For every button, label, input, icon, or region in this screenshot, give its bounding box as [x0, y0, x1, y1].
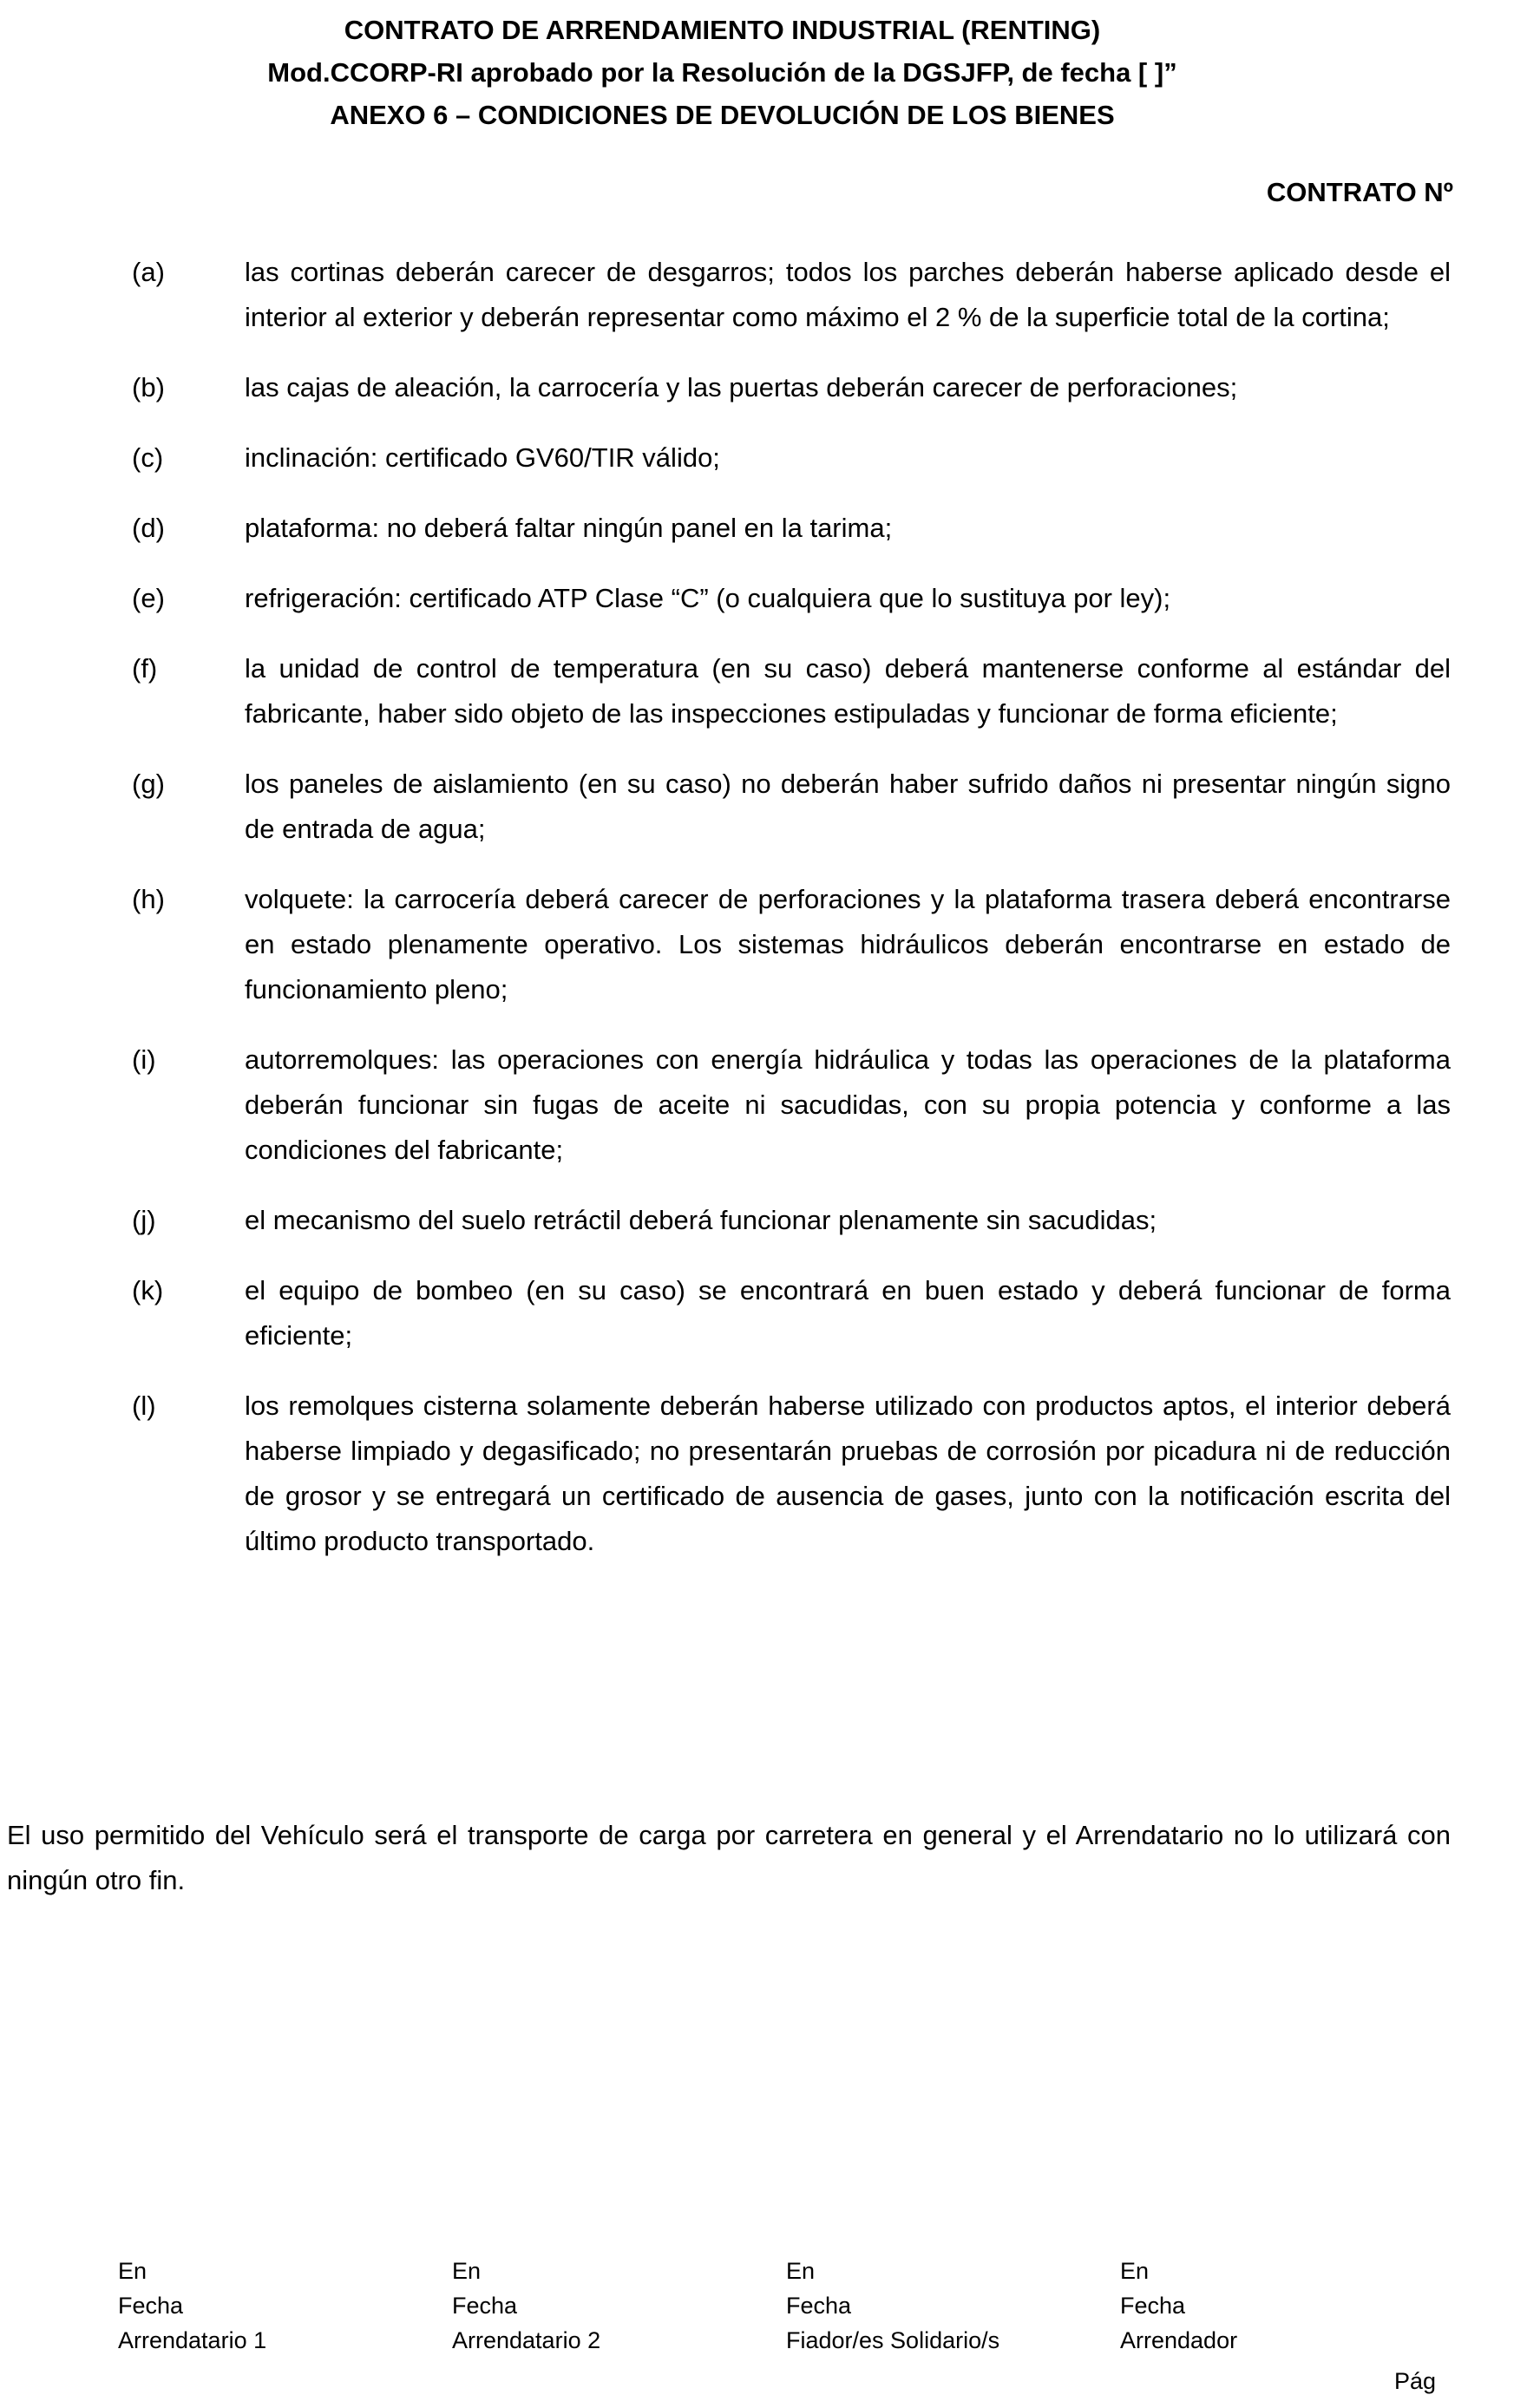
clause-label: (e): [132, 583, 165, 613]
clause-text: las cortinas deberán carecer de desgarros; todos los parches deberán haberse aplicado desde el interior al exterior y deberán representar como máximo el 2 % de la superficie total de la cortina;: [245, 257, 1451, 332]
clause-text: los paneles de aislamiento (en su caso) no deberán haber sufrido daños ni presentar ningún signo de entrada de agua;: [245, 769, 1451, 844]
signature-place: En: [452, 2258, 482, 2284]
clause-b: [132, 365, 1451, 410]
clause-a: [132, 250, 1451, 340]
signature-role: Arrendatario 1: [118, 2327, 267, 2353]
signature-block-lessee-2: [452, 2254, 786, 2358]
header-title: CONTRATO DE ARRENDAMIENTO INDUSTRIAL (RENTING): [344, 15, 1101, 45]
clause-label: (i): [132, 1044, 156, 1075]
clause-i: [132, 1037, 1451, 1173]
signature-date: Fecha: [786, 2293, 852, 2319]
clause-text: autorremolques: las operaciones con energía hidráulica y todas las operaciones de la plataforma deberán funcionar sin fugas de aceite ni sacudidas, con su propia potencia y conforme a las condiciones del fabricante;: [245, 1044, 1451, 1165]
signature-place: En: [786, 2258, 816, 2284]
clause-label: (j): [132, 1205, 156, 1235]
clause-text: refrigeración: certificado ATP Clase “C” (o cualquiera que lo sustituya por ley);: [245, 583, 1171, 613]
clause-text: los remolques cisterna solamente deberán haberse utilizado con productos aptos, el interior deberá haberse limpiado y degasificado; no presentarán pruebas de corrosión por picadura ni de reducción de grosor y se entregará un certificado de ausencia de gases, junto con la notificación escrita del último producto transportado.: [245, 1390, 1451, 1556]
signature-role: Arrendador: [1120, 2327, 1238, 2353]
clause-list: [132, 250, 1451, 1589]
clause-label: (f): [132, 653, 158, 684]
clause-text: volquete: la carrocería deberá carecer de perforaciones y la plataforma trasera deberá encontrarse en estado plenamente operativo. Los sistemas hidráulicos deberán encontrarse en estado de funcionamiento pleno;: [245, 884, 1451, 1004]
clause-h: [132, 877, 1451, 1012]
signature-block-lessee-1: [118, 2254, 452, 2358]
signature-place: En: [118, 2258, 147, 2284]
clause-label: (c): [132, 442, 164, 473]
page-label: Pág: [1393, 2368, 1436, 2394]
clause-e: [132, 576, 1451, 621]
signature-role: Arrendatario 2: [452, 2327, 601, 2353]
clause-label: (l): [132, 1390, 156, 1421]
clause-k: [132, 1268, 1451, 1358]
contract-number-label: CONTRATO Nº: [1266, 177, 1453, 207]
clause-j: [132, 1198, 1451, 1243]
clause-text: el mecanismo del suelo retráctil deberá funcionar plenamente sin sacudidas;: [245, 1205, 1157, 1235]
clause-g: [132, 762, 1451, 852]
clause-label: (g): [132, 769, 165, 799]
signature-date: Fecha: [1120, 2293, 1186, 2319]
signature-block-guarantor: [786, 2254, 1120, 2358]
clause-label: (b): [132, 372, 165, 402]
signature-date: Fecha: [452, 2293, 518, 2319]
clause-label: (h): [132, 884, 165, 914]
clause-label: (a): [132, 257, 165, 287]
signature-block-lessor: [1120, 2254, 1454, 2358]
signature-date: Fecha: [118, 2293, 184, 2319]
document-header: [0, 9, 1492, 136]
clause-l: [132, 1384, 1451, 1564]
clause-d: [132, 506, 1451, 551]
signature-blocks: [118, 2254, 1454, 2358]
header-annex-title: ANEXO 6 – CONDICIONES DE DEVOLUCIÓN DE LOS BIENES: [330, 100, 1115, 130]
signature-role: Fiador/es Solidario/s: [786, 2327, 1000, 2353]
clause-label: (k): [132, 1275, 164, 1305]
signature-place: En: [1120, 2258, 1150, 2284]
clause-text: plataforma: no deberá faltar ningún panel en la tarima;: [245, 513, 893, 543]
clause-f: [132, 646, 1451, 736]
clause-text: el equipo de bombeo (en su caso) se encontrará en buen estado y deberá funcionar de forma eficiente;: [245, 1275, 1451, 1351]
clause-label: (d): [132, 513, 165, 543]
header-model-reference: Mod.CCORP-RI aprobado por la Resolución de la DGSJFP, de fecha [ ]”: [267, 57, 1177, 88]
clause-text: inclinación: certificado GV60/TIR válido;: [245, 442, 720, 473]
clause-text: la unidad de control de temperatura (en su caso) deberá mantenerse conforme al estándar del fabricante, haber sido objeto de las inspecciones estipuladas y funcionar de forma eficiente;: [245, 653, 1451, 729]
permitted-use-paragraph: El uso permitido del Vehículo será el transporte de carga por carretera en general y el Arrendatario no lo utilizará con ningún otro fin.: [7, 1820, 1451, 1895]
clause-c: [132, 435, 1451, 481]
clause-text: las cajas de aleación, la carrocería y las puertas deberán carecer de perforaciones;: [245, 372, 1238, 402]
